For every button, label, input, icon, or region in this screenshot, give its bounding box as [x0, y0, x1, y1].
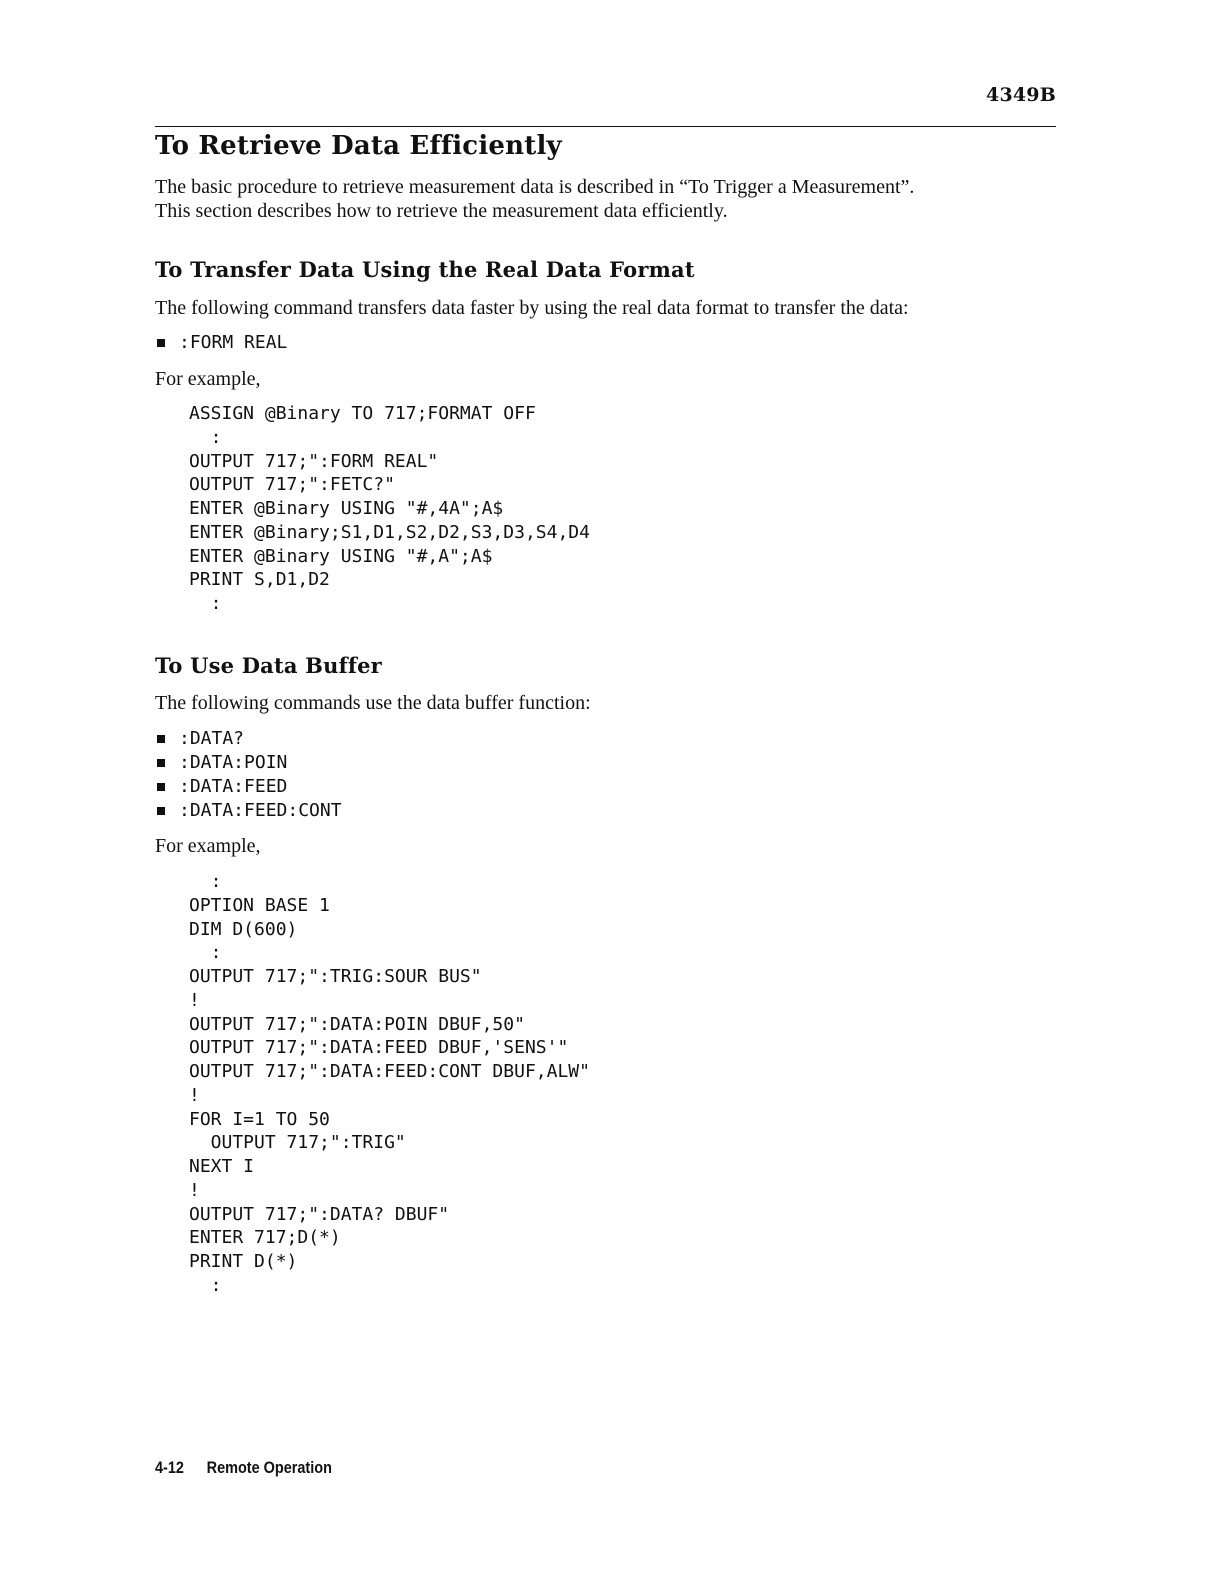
list-item [155, 775, 342, 799]
page-footer [155, 1458, 332, 1478]
command-text: :DATA:FEED [179, 776, 288, 797]
subsection-heading-real-format: To Transfer Data Using the Real Data Format [155, 257, 695, 282]
intro-line-2: This section describes how to retrieve the measurement data efficiently. [155, 200, 728, 222]
intro-line-1: The basic procedure to retrieve measurement data is described in “To Trigger a Measurement”. [155, 176, 915, 198]
command-text: :DATA:FEED:CONT [179, 800, 342, 821]
code-example-data-buffer: : OPTION BASE 1 DIM D(600) : OUTPUT 717;":TRIG:SOUR BUS" ! OUTPUT 717;":DATA:POIN DBUF,50" OUTPUT 717;":DATA:FEED DBUF,'SENS'" OUTPUT 717;":DATA:FEED:CONT DBUF,ALW" ! FOR I=1 TO 50 OUTPUT 717;":TRIG" NEXT I ! OUTPUT 717;":DATA? DBUF" ENTER 717;D(*) PRINT D(*) : [189, 871, 590, 1296]
list-item [155, 331, 287, 355]
command-text: :DATA:POIN [179, 752, 288, 773]
example-label: For example, [155, 368, 261, 390]
bullet-icon [157, 759, 165, 767]
bullet-icon [157, 807, 165, 815]
subsection-heading-data-buffer: To Use Data Buffer [155, 653, 382, 678]
bullet-icon [157, 783, 165, 791]
real-format-command-list [155, 331, 287, 355]
footer-chapter-title: Remote Operation [206, 1458, 332, 1477]
document-page [155, 0, 1056, 1584]
footer-page-number: 4-12 [155, 1458, 184, 1477]
running-header-model: 4349B [986, 84, 1056, 106]
real-format-description: The following command transfers data faster by using the real data format to transfer the data: [155, 297, 909, 319]
list-item [155, 751, 342, 775]
header-rule [155, 126, 1056, 127]
data-buffer-description: The following commands use the data buffer function: [155, 692, 591, 714]
list-item [155, 727, 342, 751]
code-example-real-format: ASSIGN @Binary TO 717;FORMAT OFF : OUTPUT 717;":FORM REAL" OUTPUT 717;":FETC?" ENTER @Binary USING "#,4A";A$ ENTER @Binary;S1,D1,S2,D2,S3,D3,S4,D4 ENTER @Binary USING "#,A";A$ PRINT S,D1,D2 : [189, 403, 590, 614]
bullet-icon [157, 339, 165, 347]
section-title: To Retrieve Data Efficiently [155, 131, 562, 161]
bullet-icon [157, 735, 165, 743]
command-text: :FORM REAL [179, 332, 288, 353]
list-item [155, 799, 342, 823]
example-label: For example, [155, 835, 261, 857]
data-buffer-command-list [155, 727, 342, 823]
command-text: :DATA? [179, 728, 245, 749]
